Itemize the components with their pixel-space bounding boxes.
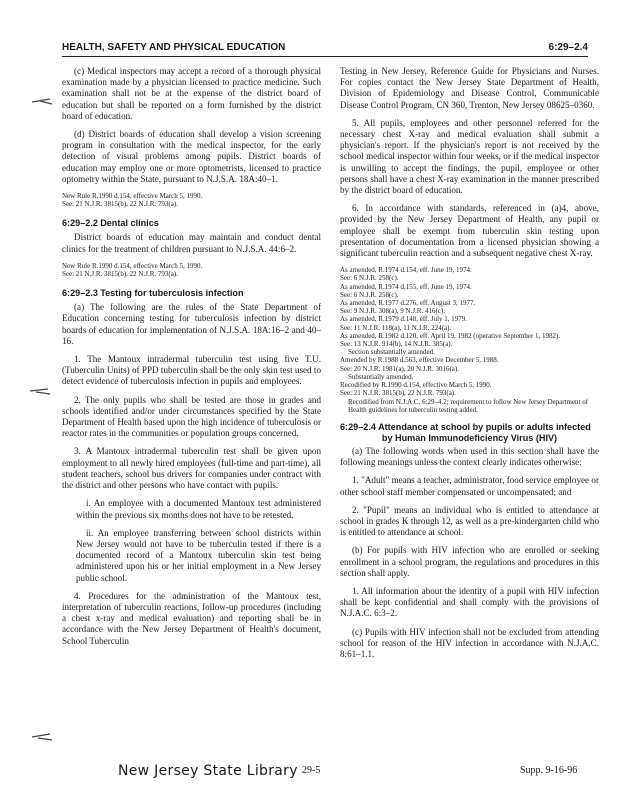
note-line: See: 6 N.J.R. 258(c). bbox=[340, 290, 399, 299]
paragraph: 2. The only pupils who shall be tested are those in grades and schools identified and/or under circumstances specified by the State Department of Health based upon the high incidence of tuberculosis or reactor rates in the communities or population groups concerned. bbox=[62, 394, 321, 439]
page-footer bbox=[0, 763, 618, 787]
left-column bbox=[62, 66, 321, 654]
note-line: New Rule R.1990 d.154, effective March 5, 1990. bbox=[62, 192, 203, 201]
paragraph: (b) For pupils with HIV infection who are enrolled or seeking enrollment in a school program, the regulations and procedures in this section shall apply. bbox=[340, 545, 599, 578]
note-line: See: 9 N.J.R. 308(a), 9 N.J.R. 416(c). bbox=[340, 307, 445, 316]
section-heading bbox=[62, 288, 321, 299]
paragraph: 1. The Mantoux intradermal tuberculin test using five T.U. (Tuberculin Units) of PPD tuberculin shall be the only skin test used to detect evidence of tuberculosis infection in pupils and employees. bbox=[62, 354, 321, 387]
section-heading bbox=[340, 422, 599, 444]
page-number: 29-5 bbox=[302, 765, 321, 776]
paragraph: (c) Pupils with HIV infection shall not be excluded from attending school for reason of the HIV infection in accordance with N.J.A.C. 8:61–1.1. bbox=[340, 626, 599, 659]
paragraph: (a) The following words when used in this section shall have the following meanings unless the context clearly indicates otherwise: bbox=[340, 445, 599, 468]
note-line: See: 21 N.J.R. 3815(b), 22 N.J.R. 793(a). bbox=[62, 270, 178, 279]
running-header bbox=[62, 40, 588, 57]
library-stamp: New Jersey State Library bbox=[118, 763, 298, 779]
header-section: 6:29–2.4 bbox=[548, 42, 588, 53]
note-line: New Rule R.1990 d.154, effective March 5, 1990. bbox=[62, 261, 203, 270]
note-line: See: 20 N.J.R. 1981(a), 20 N.J.R. 3016(a). bbox=[340, 364, 459, 373]
section-title: 6:29–2.4 Attendance at school by pupils or adults infected bbox=[340, 421, 591, 432]
note-line: See: 21 N.J.R. 3815(b), 22 N.J.R. 793(a). bbox=[340, 389, 456, 398]
paragraph: ii. An employee transferring between school districts within New Jersey would not have to be tuberculin tested if there is a documented record of a Mantoux tuberculin skin test being administered upon his or her initial employment in a New Jersey public school. bbox=[76, 527, 321, 583]
section-heading bbox=[62, 218, 321, 229]
margin-mark-2 bbox=[28, 386, 52, 396]
supplement-date: Supp. 9-16-96 bbox=[520, 765, 578, 776]
note-line: As amended, R.1974 d.155, eff. June 19, 1974. bbox=[340, 282, 472, 291]
section-number: 6:29–2.3 bbox=[62, 288, 98, 299]
paragraph: i. An employee with a documented Mantoux test administered within the previous six months does not have to be retested. bbox=[76, 498, 321, 520]
note-line: Substantially amended. bbox=[348, 372, 414, 381]
paragraph: 1. "Adult" means a teacher, administrator, food service employee or other school staff member compensated or uncompensated; and bbox=[340, 475, 599, 497]
note-line: As amended, R.1977 d.276, eff. August 3, 1977. bbox=[340, 299, 476, 308]
note-line: Recodified from N.J.A.C. 6:29–4.2; requirement to follow New Jersey Department of Health guidelines for tuberculin testing added. bbox=[348, 397, 589, 414]
note-line: As amended, R.1974 d.154, eff. June 19, 1974. bbox=[340, 266, 472, 275]
paragraph: (a) The following are the rules of the State Department of Education concerning testing for tuberculosis infection by district boards of education for implementation of N.J.S.A. 18A:16–2 and 40–16. bbox=[62, 302, 321, 346]
section-number: 6:29–2.2 bbox=[62, 218, 98, 229]
history-note bbox=[62, 192, 321, 208]
paragraph: District boards of education may maintain and conduct dental clinics for the treatment of children pursuant to N.J.S.A. 44:6–2. bbox=[62, 232, 321, 254]
paragraph: 5. All pupils, employees and other personnel referred for the necessary chest X-ray and medical evaluation shall submit a physician's report. If the physician's report is not received by the school medical inspector within four weeks, or if the medical inspector is unwilling to accept the findings, the pupil, employee or other persons shall have a chest X-ray examination in the manner prescribed by the district board of education. bbox=[340, 117, 599, 196]
note-line: Amended by R.1988 d.563, effective December 5, 1988. bbox=[340, 356, 499, 365]
section-title: Testing for tuberculosis infection bbox=[100, 288, 244, 299]
note-line: See: 13 N.J.R. 914(b), 14 N.J.R. 385(a). bbox=[340, 340, 453, 349]
margin-mark-3 bbox=[30, 732, 54, 742]
note-line: As amended, R.1979 d.148, eff. July 1, 1979. bbox=[340, 315, 468, 324]
section-title-cont: by Human Immunodeficiency Virus (HIV) bbox=[381, 432, 558, 443]
paragraph: 4. Procedures for the administration of the Mantoux test, interpretation of tuberculin reactions, follow-up procedures (including a chest x-ray and medical evaluation) and reporting shall be in accordance with the New Jersey Department of Health's document, School Tuberculin bbox=[62, 590, 321, 646]
note-line: See: 11 N.J.R. 118(a), 11 N.J.R. 224(a). bbox=[340, 323, 452, 332]
note-line: Recodified by R.1990 d.154, effective March 5, 1990. bbox=[340, 381, 492, 390]
section-title: Dental clinics bbox=[100, 218, 159, 229]
paragraph: 1. All information about the identity of a pupil with HIV infection shall be kept confidential and shall comply with the provisions of N.J.A.C. 6:3–2. bbox=[340, 585, 599, 619]
paragraph: 6. In accordance with standards, referenced in (a)4, above, provided by the New Jersey Department of Health, any pupil or employee shall be exempt from tuberculin skin testing upon presentation of documentation from a licensed physician showing a significant tuberculin reaction and a subsequent negative chest X-ray. bbox=[340, 203, 599, 259]
paragraph: Testing in New Jersey, Reference Guide for Physicians and Nurses. For copies contact the New Jersey State Department of Health, Division of Epidemiology and Disease Control, Communicable Disease Control Program, CN 360, Trenton, New Jersey 08625–0360. bbox=[340, 66, 599, 110]
paragraph: (c) Medical inspectors may accept a record of a thorough physical examination made by a physician licensed to practice medicine. Such examination shall not be at the expense of the district board of education but shall be reported on a form furnished by the district board of education. bbox=[62, 66, 321, 121]
header-title: HEALTH, SAFETY AND PHYSICAL EDUCATION bbox=[62, 42, 286, 53]
history-note bbox=[62, 262, 321, 278]
margin-mark-1 bbox=[30, 96, 54, 106]
paragraph: 3. A Mantoux intradermal tuberculin test shall be given upon employment to all newly hired employees (full-time and part-time), all student teachers, school bus drivers for companies under contract with the district and other persons who have contact with pupils. bbox=[62, 446, 321, 491]
history-note bbox=[340, 266, 599, 414]
paragraph: 2. "Pupil" means an individual who is entitled to attendance at school in grades K through 12, as well as a pre-kindergarten child who is entitled to attendance at school. bbox=[340, 504, 599, 538]
note-line: See: 6 N.J.R. 258(c). bbox=[340, 274, 399, 283]
note-line: Section substantially amended. bbox=[348, 348, 435, 357]
note-line: See: 21 N.J.R. 3815(b), 22 N.J.R. 793(a). bbox=[62, 200, 178, 209]
paragraph: (d) District boards of education shall develop a vision screening program in consultation with the medical inspector, for the early detection of visual problems among pupils. District boards of education may employ one or more optometrists, licensed to practice optometry within the State, pursuant to N.J.S.A. 18A:40–1. bbox=[62, 129, 321, 184]
note-line: As amended, R.1982 d.120, eff. April 19, 1982 (operative September 1, 1982). bbox=[340, 331, 561, 340]
right-column bbox=[340, 66, 599, 667]
